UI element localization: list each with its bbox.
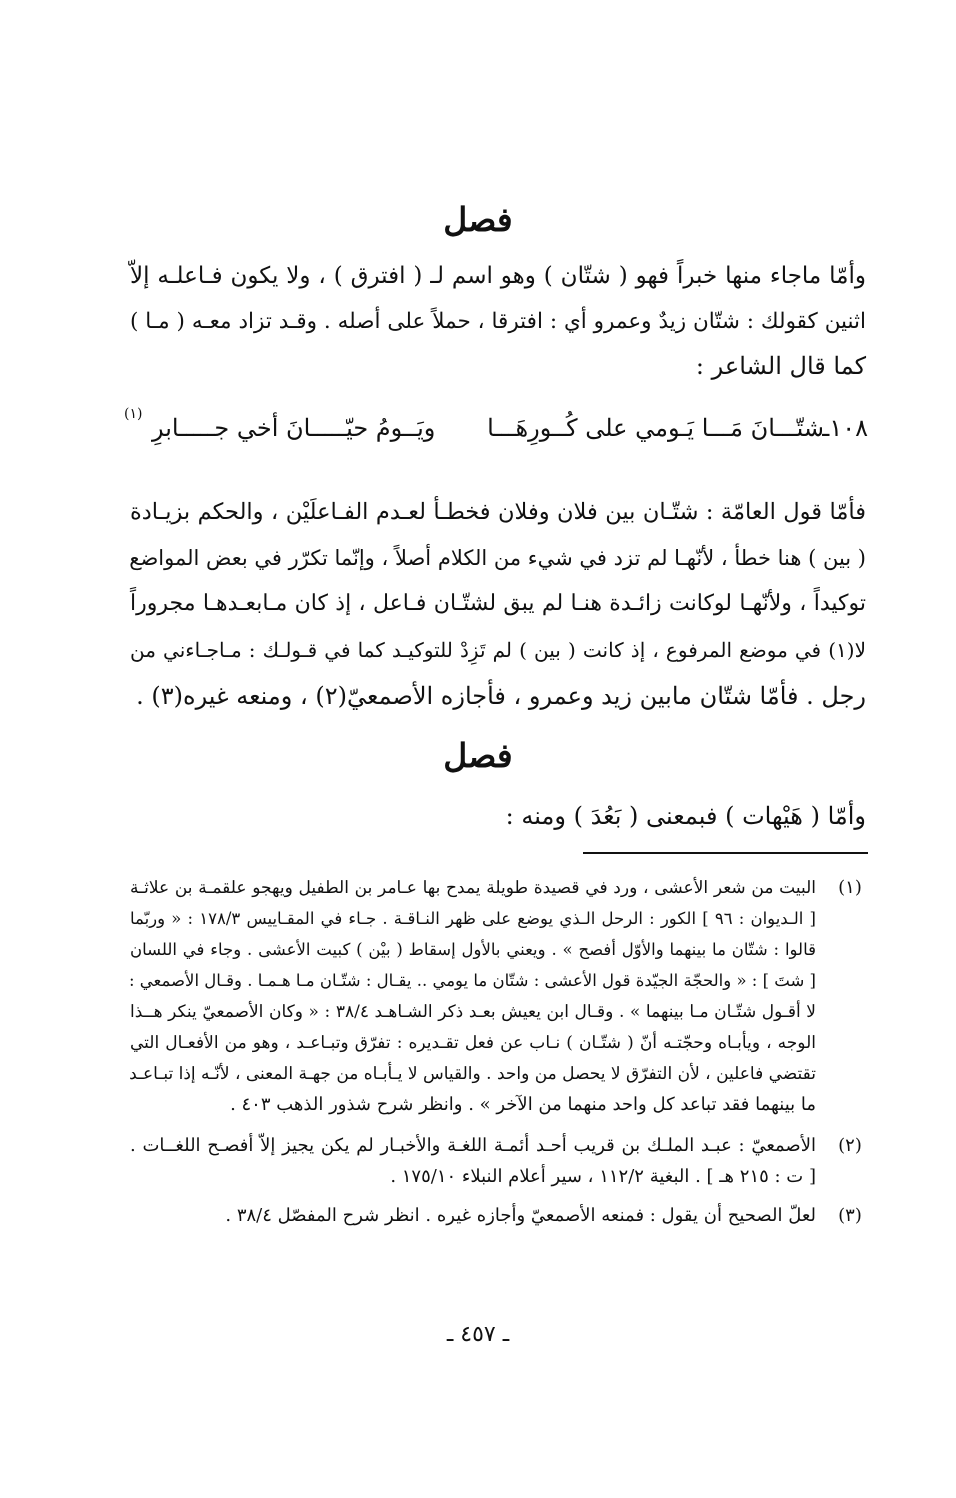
paragraph-1-line-3: كما قال الشاعر : — [695, 352, 866, 380]
footnote-2-number: (٢) — [838, 1135, 862, 1156]
verse-first-hemistich: شتّـــانَ مَـــا يَـومي على كُــورِهَـــا — [487, 414, 824, 442]
paragraph-2-line-5: رجل . فأمّا شتّان مابين زيد وعمرو ، فأجازه الأصمعيّ(٢) ، ومنعه غيره(٣) . — [136, 682, 866, 710]
section-heading-2: فصل — [443, 736, 513, 775]
footnote-3-number: (٣) — [838, 1205, 862, 1226]
paragraph-1-line-1: وأمّا ماجاء منها خبراً فهو ( شتّان ) وهو اسم لـ ( افترق ) ، ولا يكون فـاعلـه إلاّ — [130, 263, 866, 289]
footnote-1-line-8: ما بينهما فقد تباعد كل واحد منهما من الآخر » . وانظر شرح شذور الذهب ٤٠٣ . — [230, 1094, 816, 1115]
page-number: ـ ٤٥٧ ـ — [446, 1322, 510, 1347]
paragraph-2-line-2: ( بين ) هنا خطأ ، لأنّهـا لم تزد في شيء من الكلام أصلاً ، وإنّما تكرّر في بعض المواضع — [129, 546, 866, 570]
verse-footnote-mark: (١) — [124, 406, 143, 422]
footnote-3-line-1: لعلّ الصحيح أن يقول : فمنعه الأصمعيّ وأجازه غيره . انظر شرح المفصّل ٣٨/٤ . — [225, 1205, 816, 1226]
poetry-verse — [120, 404, 868, 448]
footnote-1-line-1: البيت من شعر الأعشى ، ورد في قصيدة طويلة يمدح بها عـامر بن الطفيل ويهجو علقمـة بن علاثـة — [130, 878, 816, 898]
footnote-2-line-1: الأصمعيّ : عبـد الملـك بن قريب أحـد أئمـة اللغـة والأخبـار لم يكن يجيز إلاّ أفصـح اللغــات . — [130, 1135, 816, 1156]
footnote-separator — [583, 852, 868, 854]
paragraph-2-line-4: لا(١) في موضع المرفوع ، إذ كانت ( بين ) لم تَزِدْ للتوكيـد كما في قـولـك : مـاجـاءني من — [130, 638, 866, 662]
footnote-1-line-3: قالوا : شتّان ما بينهما والأوّل أفصح » . ويعني بالأول إسقاط ( بيْن ) كبيت الأعشى . وجاء في اللسان — [130, 940, 816, 959]
footnote-1-line-2: [ الـديوان : ٩٦ ] الكور : الرحل الـذي يوضع على ظهر النـاقـة . جـاء في المقـاييس ١٧٨/٣ : « وربّما — [130, 909, 816, 928]
verse-second-hemistich: ويَــومُ حيّـــــانَ أخي جـــــابرِ — [152, 414, 436, 442]
paragraph-2-line-1: فأمّا قول العامّة : شتّـان بين فلان وفلان فخطـأ لعـدم الفـاعلَيْن ، والحكم بزيـادة — [130, 499, 866, 525]
footnote-1-number: (١) — [838, 877, 862, 898]
section-heading-1: فصل — [443, 200, 513, 239]
paragraph-3-line-1: وأمّا ( هَيْهات ) فبمعنى ( بَعُدَ ) ومنه : — [505, 802, 866, 830]
footnote-2-line-2: [ ت : ٢١٥ هـ ] . البغية ١١٢/٢ ، سير أعلام النبلاء ١٧٥/١٠ . — [390, 1166, 816, 1187]
verse-number: ١٠٨ـ — [822, 414, 868, 442]
footnote-1-line-4: [ شتَ ] : « والحجّة الجيّدة قول الأعشى : شتّان ما يومي .. يقـال : شتّـان مـا هـمـا . وقـال الأصمعي : — [128, 971, 816, 990]
footnote-1-line-5: لا أقـول شتّـان مـا بينهما » . وقـال ابن يعيش بعـد ذكر الشـاهـد ٣٨/٤ : « وكان الأصمعيّ ينكر هــذا — [130, 1002, 816, 1022]
paragraph-1-line-2: اثنين كقولك : شتّان زيدٌ وعمرو أي : افترقا ، حملاً على أصله . وقـد تزاد معـه ( مـا ) — [130, 309, 866, 334]
paragraph-2-line-3: توكيداً ، ولأنّهـا لوكانت زائـدة هنـا لم يبق لشتّـان فـاعل ، إذ كان مـابعـدهـا مجروراً — [130, 591, 866, 616]
footnote-1-line-7: تقتضي فاعلين ، لأن التفرّق لا يحصل من واحد . والقياس لا يـأبـاه من جهـة المعنى ، لأنّـه إذا تبـاعـد — [129, 1064, 816, 1084]
footnote-1-line-6: الوجه ، ويأبـاه وحجّتـه أنّ ( شتّـان ) نـاب عن فعل تقـديره : تفرّق وتبـاعـد ، وهو من الأفعـال التي — [130, 1033, 816, 1053]
